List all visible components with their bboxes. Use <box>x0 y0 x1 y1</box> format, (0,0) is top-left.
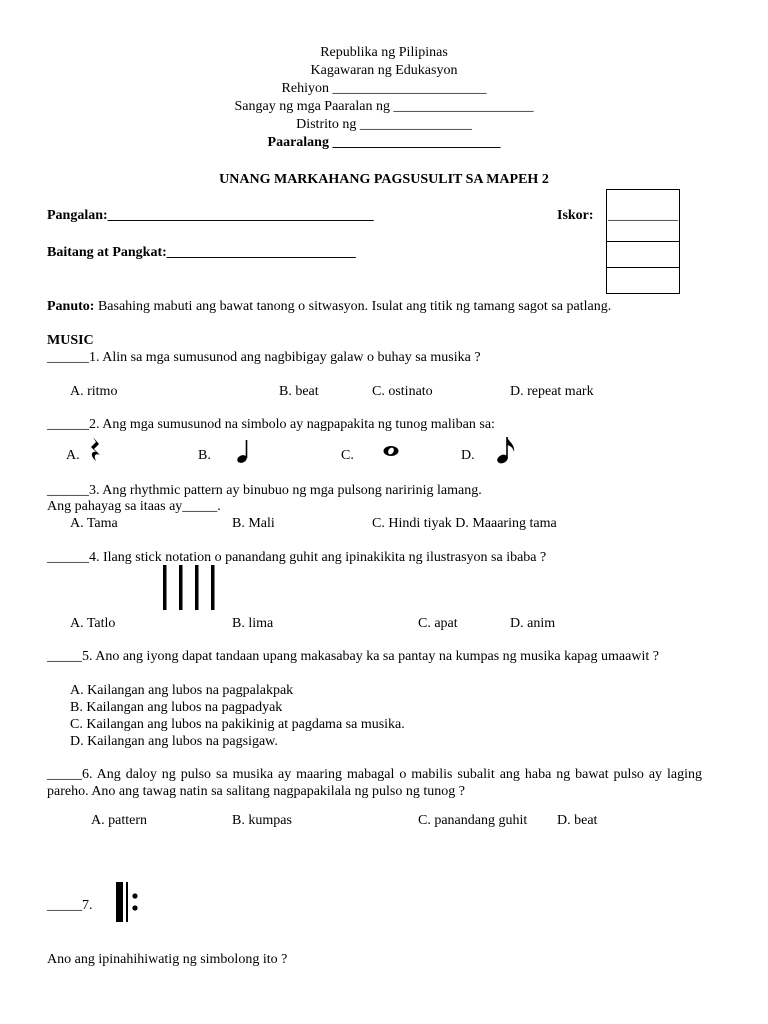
q1-choice-d: D. repeat mark <box>510 384 594 399</box>
header-department: Kagawaran ng Edukasyon <box>310 63 458 78</box>
question-7-number: _____7. <box>47 898 93 913</box>
score-box-divider <box>606 241 680 242</box>
stick-notation-bar <box>163 565 167 610</box>
q5-choice-b: B. Kailangan ang lubos na pagpadyak <box>70 700 283 715</box>
section-heading-music: MUSIC <box>47 333 94 348</box>
question-5: _____5. Ano ang iyong dapat tandaan upang makasabay ka sa pantay na kumpas ng musika kapag umaawit ? <box>47 649 659 664</box>
question-4: ______4. Ilang stick notation o panandang guhit ang ipinakikita ng ilustrasyon sa ibaba ? <box>47 550 547 565</box>
header-district: Distrito ng ________________ <box>296 117 472 132</box>
header-republic: Republika ng Pilipinas <box>320 45 448 60</box>
score-label: Iskor: <box>557 208 594 223</box>
header-school: Paaralang ________________________ <box>267 135 501 150</box>
q4-choice-b: B. lima <box>232 616 274 631</box>
header-division: Sangay ng mga Paaralan ng ____________________ <box>234 99 534 114</box>
question-3-statement: Ang pahayag sa itaas ay_____. <box>47 499 221 514</box>
q4-choice-a: A. Tatlo <box>70 616 116 631</box>
quarter-rest-icon <box>88 436 104 462</box>
q3-choice-b: B. Mali <box>232 516 275 531</box>
q5-choice-a: A. Kailangan ang lubos na pagpalakpak <box>70 683 294 698</box>
score-box-divider <box>606 267 680 268</box>
q4-choice-c: C. apat <box>418 616 458 631</box>
instructions-text: Basahing mabuti ang bawat tanong o sitwasyon. Isulat ang titik ng tamang sagot sa patlang. <box>94 299 612 314</box>
instructions <box>47 298 611 315</box>
stick-notation-bar <box>211 565 215 610</box>
q3-choice-cd: C. Hindi tiyak D. Maaaring tama <box>372 516 557 531</box>
q6-choice-c: C. panandang guhit <box>418 813 528 828</box>
whole-note-icon <box>382 444 400 458</box>
q2-choice-c: C. <box>341 448 354 463</box>
stick-notation-bar <box>179 565 183 610</box>
question-2: ______2. Ang mga sumusunod na simbolo ay nagpapakita ng tunog maliban sa: <box>47 417 495 432</box>
q2-choice-b: B. <box>198 448 211 463</box>
question-6: _____6. Ang daloy ng pulso sa musika ay maaring mabagal o mabilis subalit ang haba ng bawat pulso ay laging pareho. Ano ang tawag natin sa salitang nagpapakilala ng pulso ng tunog ? <box>47 767 702 799</box>
q6-choice-b: B. kumpas <box>232 813 292 828</box>
q2-choice-d: D. <box>461 448 475 463</box>
question-3: ______3. Ang rhythmic pattern ay binubuo ng mga pulsong naririnig lamang. <box>47 483 482 498</box>
q6-choice-d: D. beat <box>557 813 598 828</box>
q3-choice-a: A. Tama <box>70 516 118 531</box>
instructions-label: Panuto: <box>47 299 95 314</box>
q5-choice-d: D. Kailangan ang lubos na pagsigaw. <box>70 734 278 749</box>
score-blank: __________ <box>608 208 678 223</box>
q6-choice-a: A. pattern <box>91 813 147 828</box>
question-1: ______1. Alin sa mga sumusunod ang nagbibigay galaw o buhay sa musika ? <box>47 350 481 365</box>
repeat-sign-icon <box>114 881 142 923</box>
quarter-note-icon <box>236 438 250 464</box>
stick-notation-illustration <box>160 564 220 612</box>
q1-choice-c: C. ostinato <box>372 384 433 399</box>
q1-choice-b: B. beat <box>279 384 319 399</box>
q1-choice-a: A. ritmo <box>70 384 118 399</box>
grade-section-field-label: Baitang at Pangkat:___________________________ <box>47 245 356 260</box>
exam-title: UNANG MARKAHANG PAGSUSULIT SA MAPEH 2 <box>219 172 549 187</box>
q5-choice-c: C. Kailangan ang lubos na pakikinig at pagdama sa musika. <box>70 717 405 732</box>
question-7-text: Ano ang ipinahihiwatig ng simbolong ito ? <box>47 952 288 967</box>
header-region: Rehiyon ______________________ <box>281 81 487 96</box>
name-field-label: Pangalan:______________________________________ <box>47 208 374 223</box>
eighth-note-icon <box>496 435 518 465</box>
stick-notation-bar <box>195 565 199 610</box>
q2-choice-a: A. <box>66 448 80 463</box>
q4-choice-d: D. anim <box>510 616 556 631</box>
